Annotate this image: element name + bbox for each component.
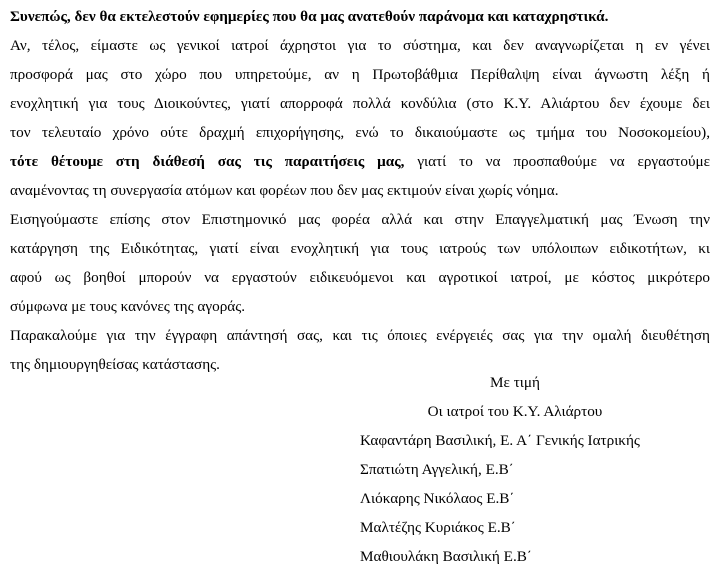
paragraph-line: τον τελευταίο χρόνο ούτε δραχμή επιχορήγησης, ενώ το δικαιούμαστε ως τμήμα του Νοσοκομείου), (10, 124, 710, 141)
paragraph-line: προσφορά μας στο χώρο που υπηρετούμε, αν η Πρωτοβάθμια Περίθαλψη είναι άγνωστη λέξη ή (10, 66, 710, 83)
letter-body (10, 2, 710, 379)
paragraph-specialty (10, 205, 710, 321)
signatory: Σπατιώτη Αγγελική, Ε.Β΄ (360, 461, 514, 478)
paragraph-line: Εισηγούμαστε επίσης στον Επιστημονικό μας φορέα αλλά και στην Επαγγελματική μας Ένωση την (10, 211, 710, 228)
paragraph-line-rest: γιατί το να προσπαθούμε να εργαστούμε (404, 153, 710, 170)
paragraph-line: σύμφωνα με τους κανόνες της αγοράς. (10, 298, 246, 315)
opening-statement: Συνεπώς, δεν θα εκτελεστούν εφημερίες που θα μας ανατεθούν παράνομα και καταχρηστικά. (10, 8, 609, 25)
closing-from: Οι ιατροί του Κ.Υ. Αλιάρτου (427, 403, 603, 420)
signatory: Μαλτέζης Κυριάκος Ε.Β΄ (360, 519, 516, 536)
closing-regards: Με τιμή (490, 374, 540, 391)
paragraph-resignation (10, 31, 710, 205)
signatory: Λιόκαρης Νικόλαος Ε.Β΄ (360, 490, 515, 507)
paragraph-line: της δημιουργηθείσας κατάστασης. (10, 356, 220, 373)
paragraph-line: αναμένοντας τη συνεργασία ατόμων και φορέων που δεν μας εκτιμούν είναι χωρίς νόημα. (10, 182, 559, 199)
paragraph-line: Παρακαλούμε για την έγγραφη απάντησή σας, και τις όποιες ενέργειές σας για την ομαλή διευθέτηση (10, 327, 710, 344)
resignation-emphasis: τότε θέτουμε στη διάθεσή σας τις παραιτήσεις μας, (10, 153, 405, 170)
paragraph-line: Αν, τέλος, είμαστε ως γενικοί ιατροί άχρηστοι για το σύστημα, και δεν αναγνωρίζεται η εν γένει (10, 37, 710, 54)
paragraph-line (10, 147, 710, 176)
signatory: Καφαντάρη Βασιλική, Ε. Α΄ Γενικής Ιατρικής (360, 432, 640, 449)
paragraph-line: κατάργηση της Ειδικότητας, γιατί είναι ενοχλητική για τους ιατρούς των υπόλοιπων ειδικοτήτων, κι (10, 240, 710, 257)
paragraph-line: ενοχλητική για τους Διοικούντες, γιατί απορροφά πολλά κονδύλια (στο Κ.Υ. Αλιάρτου δεν έχουμε δει (10, 95, 710, 112)
paragraph-line: αφού ως βοηθοί μπορούν να εργαστούν ειδικευόμενοι και αγροτικοί ιατροί, με κόστος μικρότερο (10, 269, 710, 286)
signatory: Μαθιουλάκη Βασιλική Ε.Β΄ (360, 548, 532, 565)
signatories-list (360, 426, 640, 571)
